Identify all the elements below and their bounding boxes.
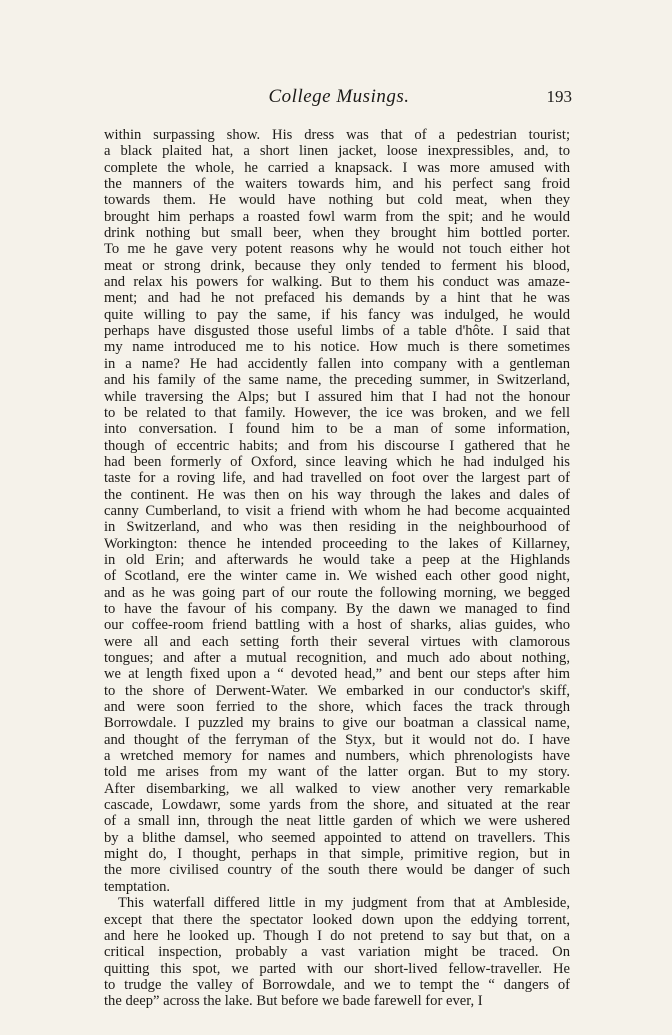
text-line: into conversation. I found him to be a man of some information, [104, 421, 570, 438]
text-line: in a name? He had accidently fallen into company with a gentleman [104, 355, 570, 372]
text-line: the deep” across the lake. But before we bade farewell for ever, I [104, 993, 483, 1010]
text-line: To me he gave very potent reasons why he would not touch either hot [104, 241, 570, 258]
text-line: in Switzerland, and who was then residing in the neighbourhood of [104, 519, 570, 536]
text-line: to trudge the valley of Borrowdale, and we to tempt the “ dangers of [104, 976, 570, 993]
text-line: of Scotland, ere the winter came in. We wished each other good night, [104, 568, 570, 585]
text-line: in old Erin; and afterwards he would take a peep at the Highlands [104, 551, 570, 568]
text-line: quite willing to pay the same, if his fancy was indulged, he would [104, 306, 570, 323]
text-line: temptation. [104, 878, 171, 895]
text-line: complete the whole, he carried a knapsack. I was more amused with [104, 159, 570, 176]
text-line: by a blithe damsel, who seemed appointed to attend on travellers. This [104, 829, 570, 846]
text-line: though of eccentric habits; and from his discourse I gathered that he [104, 437, 570, 454]
text-line: might do, I thought, perhaps in that simple, primitive region, but in [104, 846, 570, 863]
text-line: except that there the spectator looked down upon the eddying torrent, [104, 911, 570, 928]
text-line: ment; and had he not prefaced his demands by a hint that he was [104, 290, 570, 307]
text-line: the more civilised country of the south there would be danger of such [104, 862, 570, 879]
text-line: our coffee-room friend battling with a host of sharks, alias guides, who [104, 617, 570, 634]
text-line: and relax his powers for walking. But to them his conduct was amaze- [104, 274, 570, 291]
text-line: my name introduced me to his notice. How much is there sometimes [104, 339, 570, 356]
text-line: brought him perhaps a roasted fowl warm from the spit; and he would [104, 208, 570, 225]
page-number: 193 [546, 87, 572, 106]
running-title: College Musings. [268, 86, 410, 107]
running-head [106, 86, 572, 108]
text-line: critical inspection, probably a vast variation might be traced. On [104, 944, 570, 961]
text-line: the continent. He was then on his way through the lakes and dales of [104, 486, 570, 503]
text-line: to the shore of Derwent-Water. We embarked in our conductor's skiff, [104, 682, 570, 699]
text-line: had been formerly of Oxford, since leaving which he had indulged his [104, 453, 570, 470]
text-line: cascade, Lowdawr, some yards from the shore, and situated at the rear [104, 797, 570, 814]
text-line: and his family of the same name, the preceding summer, in Switzerland, [104, 372, 570, 389]
text-line: a black plaited hat, a short linen jacket, loose inexpressibles, and, to [104, 143, 570, 160]
text-line: to be related to that family. However, the ice was broken, and we fell [104, 404, 570, 421]
text-line: told me arises from my want of the latter organ. But to my story. [104, 764, 570, 781]
text-line: drink nothing but small beer, when they brought him bottled porter. [104, 225, 570, 242]
body-text [104, 127, 570, 1010]
text-line: and here he looked up. Though I do not pretend to say but that, on a [104, 927, 570, 944]
text-line: while traversing the Alps; but I assured him that I had not the honour [104, 388, 570, 405]
text-line: taste for a roving life, and had travelled on foot over the largest part of [104, 470, 570, 487]
text-line: and as he was going part of our route the following morning, we begged [104, 584, 570, 601]
text-line: and were soon ferried to the shore, which faces the track through [104, 699, 570, 716]
text-line: This waterfall differed little in my judgment from that at Ambleside, [118, 895, 570, 912]
text-line: were all and each setting forth their several virtues with clamorous [104, 633, 570, 650]
text-line: meat or strong drink, because they only tended to ferment his blood, [104, 257, 570, 274]
text-line: Workington: thence he intended proceeding to the lakes of Killarney, [104, 535, 570, 552]
text-line: and thought of the ferryman of the Styx, but it would not do. I have [104, 731, 570, 748]
text-line: we at length fixed upon a “ devoted head,” and bent our steps after him [104, 666, 570, 683]
text-line: perhaps have disgusted those useful limbs of a table d'hôte. I said that [104, 323, 570, 340]
text-line: a wretched memory for names and numbers, which phrenologists have [104, 748, 570, 765]
text-line: After disembarking, we all walked to view another very remarkable [104, 780, 570, 797]
text-line: quitting this spot, we parted with our short-lived fellow-traveller. He [104, 960, 570, 977]
text-line: within surpassing show. His dress was that of a pedestrian tourist; [104, 127, 570, 143]
text-line: canny Cumberland, to visit a friend with whom he had become acquainted [104, 502, 570, 519]
text-line: towards them. He would have nothing but cold meat, when they [104, 192, 570, 209]
text-line: to have the favour of his company. By the dawn we managed to find [104, 600, 570, 617]
text-line: tongues; and after a mutual recognition, and much ado about nothing, [104, 650, 570, 666]
text-line: the manners of the waiters towards him, and his perfect sang froid [104, 176, 570, 193]
text-line: Borrowdale. I puzzled my brains to give our boatman a classical name, [104, 715, 570, 732]
text-line: of a small inn, through the neat little garden of which we were ushered [104, 813, 570, 830]
